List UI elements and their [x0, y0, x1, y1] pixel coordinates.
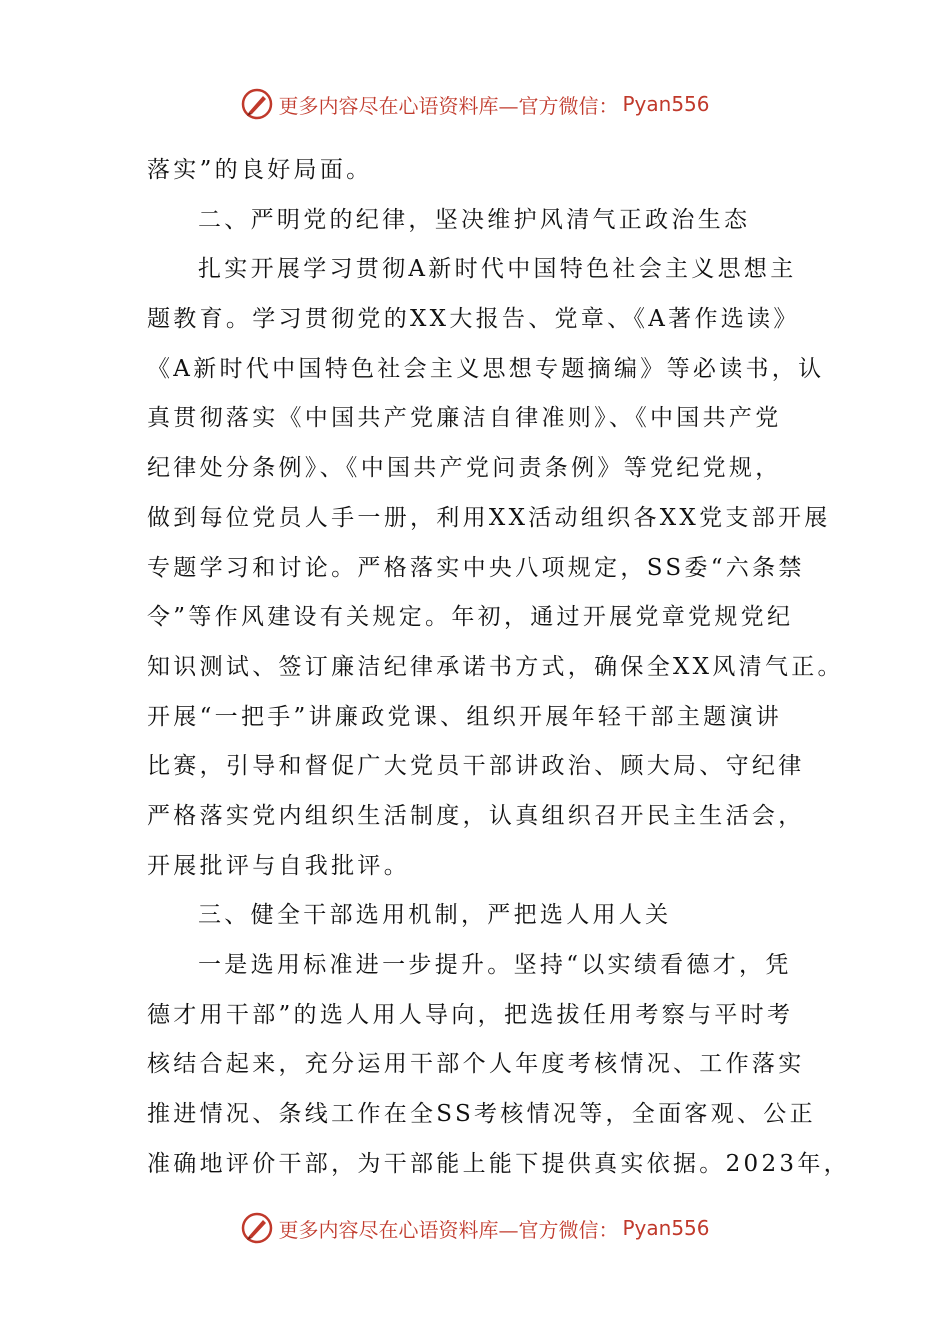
- watermark-text: 更多内容尽在心语资料库—官方微信：: [278, 1217, 619, 1242]
- section-heading: 三、健全干部选用机制，严把选人用人关: [198, 902, 672, 929]
- text-line: 开展“一把手”讲廉政党课、组织开展年轻干部主题演讲: [147, 703, 783, 730]
- text-line: 知识测试、签订廉洁纪律承诺书方式，确保全XX风清气正。: [147, 653, 844, 680]
- text-line: 落实”的良好局面。: [147, 157, 373, 183]
- text-line: 扎实开展学习贯彻A新时代中国特色社会主义思想主: [198, 256, 797, 283]
- watermark-id: Pyan556: [622, 92, 710, 116]
- text-line: 开展批评与自我批评。: [147, 852, 410, 879]
- text-line: 一是选用标准进一步提升。坚持“以实绩看德才，凭: [198, 952, 792, 978]
- text-line: 准确地评价干部，为干部能上能下提供真实依据。2023年，: [147, 1150, 850, 1177]
- text-line: 核结合起来，充分运用干部个人年度考核情况、工作落实: [147, 1051, 805, 1078]
- watermark-text: 更多内容尽在心语资料库—官方微信：: [278, 93, 619, 118]
- footer-watermark: [0, 1210, 950, 1246]
- pen-logo-icon: [240, 87, 274, 121]
- text-line: 题教育。学习贯彻党的XX大报告、党章、《A著作选读》: [147, 306, 800, 333]
- header-watermark: [0, 86, 950, 122]
- text-line: 比赛，引导和督促广大党员干部讲政治、顾大局、守纪律: [147, 753, 805, 780]
- text-line: 令”等作风建设有关规定。年初，通过开展党章党规党纪: [147, 604, 794, 631]
- watermark-id: Pyan556: [622, 1216, 710, 1240]
- text-line: 推进情况、条线工作在全SS考核情况等，全面客观、公正: [147, 1101, 816, 1128]
- text-line: 《A新时代中国特色社会主义思想专题摘编》等必读书，认: [147, 355, 825, 382]
- text-line: 真贯彻落实《中国共产党廉洁自律准则》、《中国共产党: [147, 405, 782, 432]
- text-line: 做到每位党员人手一册，利用XX活动组织各XX党支部开展: [147, 504, 831, 531]
- document-body: [147, 146, 850, 1189]
- text-line: 德才用干部”的选人用人导向，把选拔任用考察与平时考: [147, 1001, 794, 1028]
- text-line: 严格落实党内组织生活制度，认真组织召开民主生活会，: [147, 802, 805, 829]
- text-line: 纪律处分条例》、《中国共产党问责条例》等党纪党规，: [147, 455, 782, 482]
- pen-logo-icon: [240, 1211, 274, 1245]
- section-heading: 二、严明党的纪律，坚决维护风清气正政治生态: [198, 206, 751, 233]
- text-line: 专题学习和讨论。严格落实中央八项规定，SS委“六条禁: [147, 554, 805, 581]
